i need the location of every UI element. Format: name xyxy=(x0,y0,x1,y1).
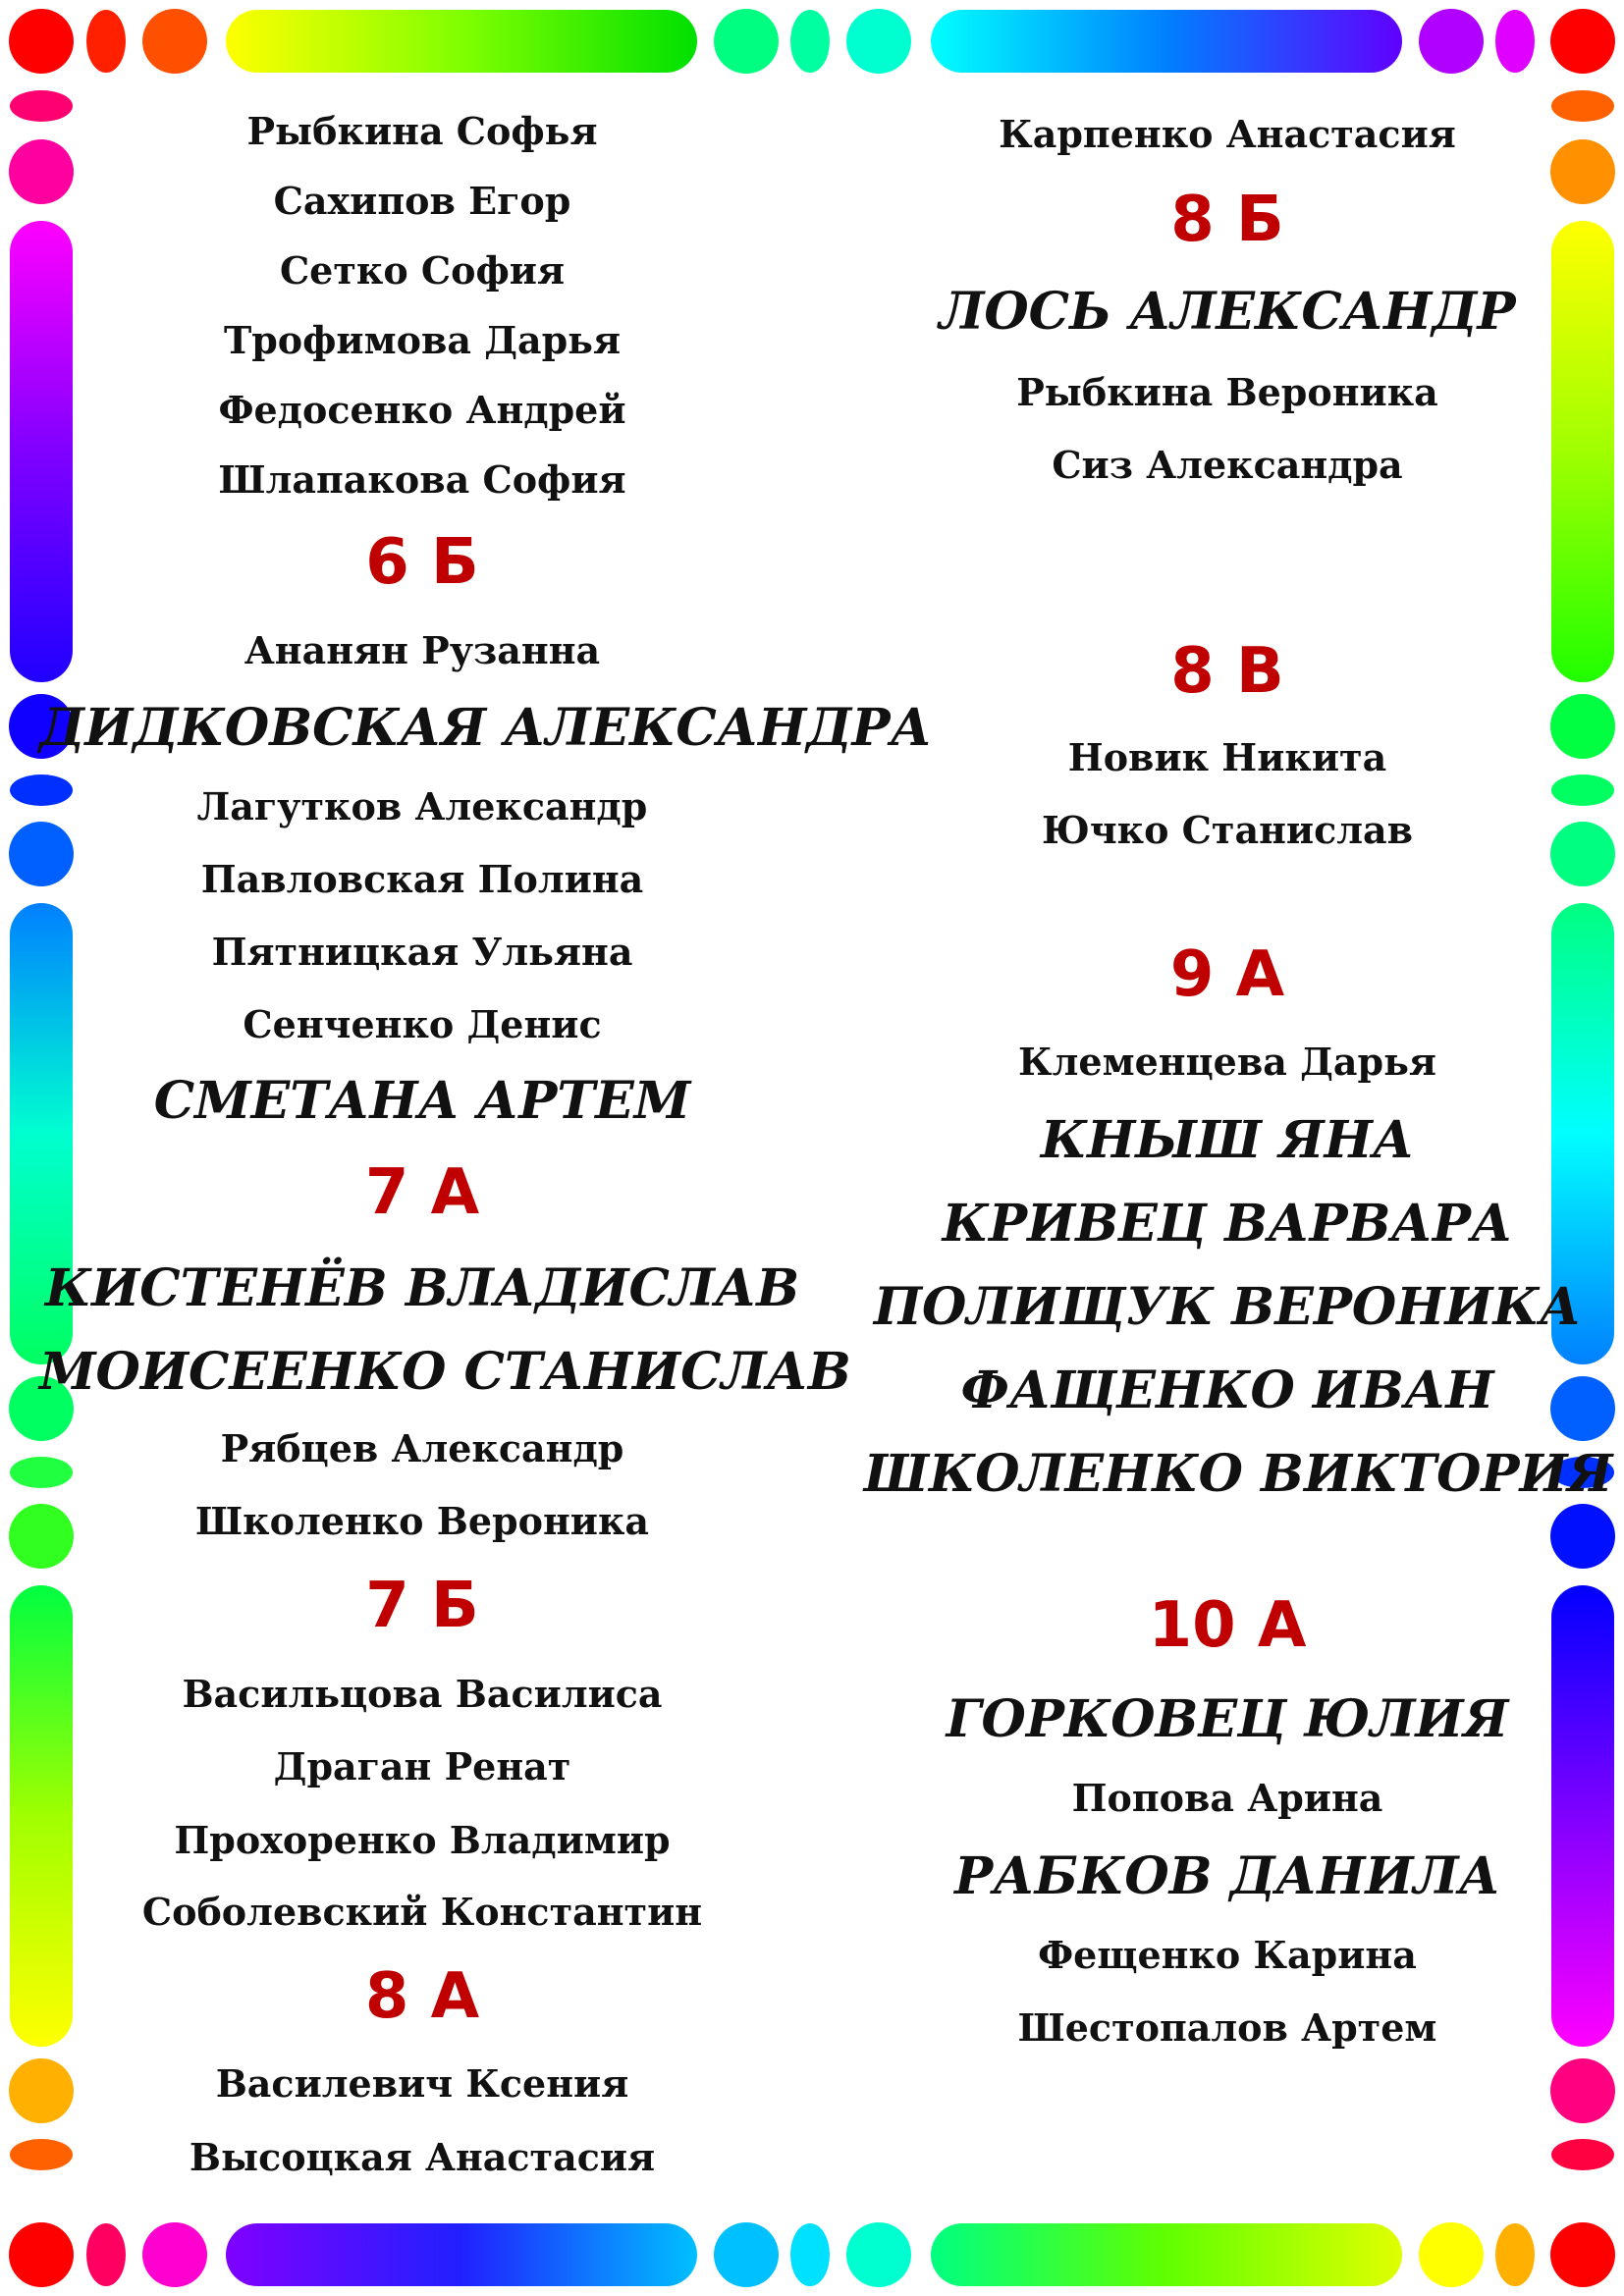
class-heading: 7 Б xyxy=(365,1570,479,1642)
winner-name: КИСТЕНЁВ ВЛАДИСЛАВ xyxy=(44,1258,800,1318)
winner-name: РАБКОВ ДАНИЛА xyxy=(954,1846,1500,1906)
student-name: Сенченко Денис xyxy=(243,1002,602,1046)
winner-name: СМЕТАНА АРТЕМ xyxy=(153,1071,691,1131)
class-heading: 8 А xyxy=(364,1960,480,2033)
student-name: Новик Никита xyxy=(1067,735,1387,779)
student-name: Рябцев Александр xyxy=(220,1426,624,1470)
student-name: Клеменцева Дарья xyxy=(1018,1040,1436,1084)
winner-name: МОИСЕЕНКО СТАНИСЛАВ xyxy=(39,1342,851,1402)
winner-name: ДИДКОВСКАЯ АЛЕКСАНДРА xyxy=(39,698,932,758)
student-name: Рыбкина Софья xyxy=(246,109,598,153)
student-name: Соболевский Константин xyxy=(141,1890,703,1934)
student-name: Павловская Полина xyxy=(200,857,644,901)
student-name: Трофимова Дарья xyxy=(223,318,622,362)
student-name: Высоцкая Анастасия xyxy=(189,2135,656,2179)
student-name: Рыбкина Вероника xyxy=(1016,370,1438,414)
winner-name: ШКОЛЕНКО ВИКТОРИЯ xyxy=(864,1444,1613,1504)
student-name: Федосенко Андрей xyxy=(218,388,626,432)
student-name: Сиз Александра xyxy=(1052,443,1403,487)
student-name: Попова Арина xyxy=(1071,1776,1383,1820)
class-heading: 9 А xyxy=(1169,938,1285,1011)
student-name: Василевич Ксения xyxy=(215,2061,629,2106)
student-name: Пятницкая Ульяна xyxy=(211,930,633,974)
student-name: Лагутков Александр xyxy=(196,784,648,828)
student-name: Школенко Вероника xyxy=(194,1499,650,1543)
student-name: Карпенко Анастасия xyxy=(999,112,1456,156)
winner-name: ГОРКОВЕЦ ЮЛИЯ xyxy=(946,1689,1509,1749)
class-heading: 7 А xyxy=(364,1156,480,1229)
winner-name: КРИВЕЦ ВАРВАРА xyxy=(942,1194,1513,1254)
student-name: Ананян Рузанна xyxy=(244,628,601,672)
winner-name: ЛОСЬ АЛЕКСАНДР xyxy=(939,282,1516,342)
class-heading: 10 А xyxy=(1148,1589,1307,1662)
student-name: Шлапакова София xyxy=(218,457,626,502)
student-name: Сахипов Егор xyxy=(273,179,571,223)
class-heading: 8 Б xyxy=(1170,184,1284,256)
winner-name: КНЫШ ЯНА xyxy=(1040,1110,1415,1170)
class-heading: 6 Б xyxy=(365,526,479,599)
student-name: Шестопалов Артем xyxy=(1017,2005,1437,2050)
student-name: Прохоренко Владимир xyxy=(174,1818,671,1862)
student-name: Сетко София xyxy=(279,248,566,293)
student-name: Васильцова Василиса xyxy=(182,1672,663,1716)
student-name: Фещенко Карина xyxy=(1038,1933,1417,1977)
winner-name: ФАЩЕНКО ИВАН xyxy=(960,1361,1494,1420)
student-name: Драган Ренат xyxy=(273,1744,571,1789)
student-name: Ючко Станислав xyxy=(1041,808,1414,852)
class-heading: 8 В xyxy=(1170,635,1284,708)
winner-name: ПОЛИЩУК ВЕРОНИКА xyxy=(873,1277,1582,1337)
